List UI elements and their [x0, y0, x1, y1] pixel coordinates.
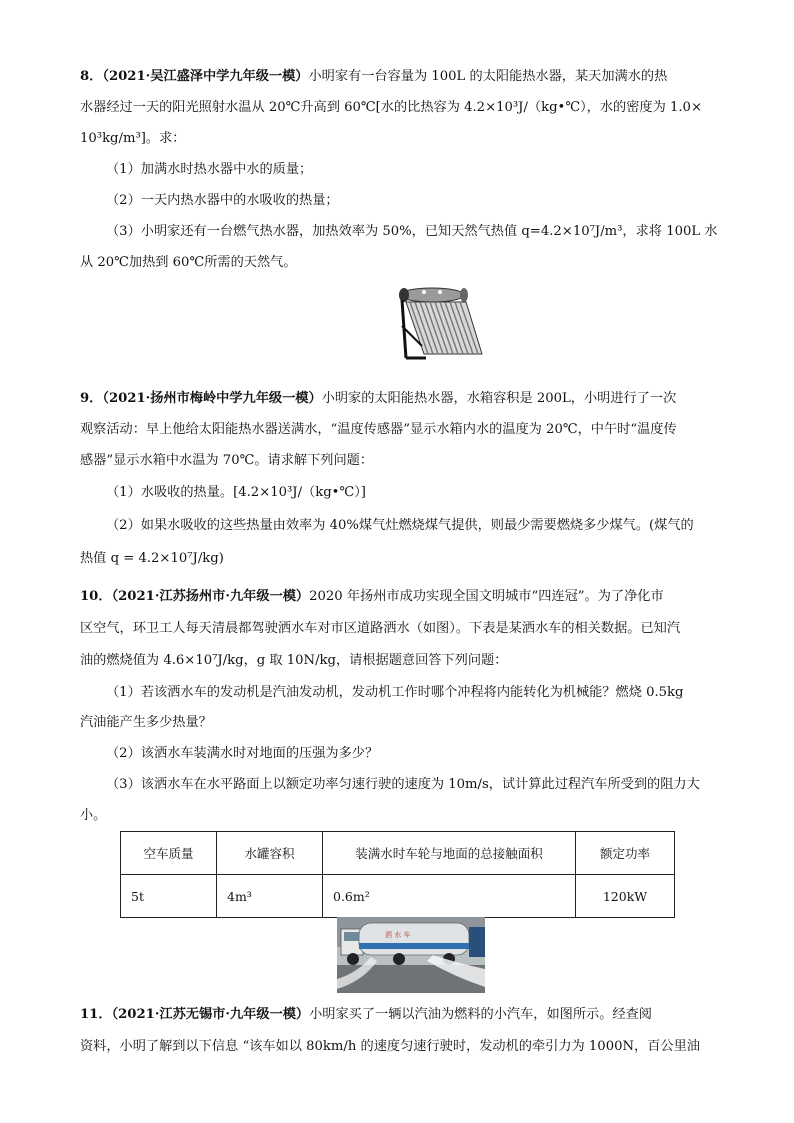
table-cell: 0.6m² — [323, 875, 576, 918]
q9-sub-1: （1）水吸收的热量。[4.2×10³J/（kg•℃）] — [106, 485, 366, 500]
table-cell: 120kW — [576, 875, 675, 918]
q10-line-2: 区空气，环卫工人每天清晨都驾驶洒水车对市区道路洒水（如图）。下表是某洒水车的相关数据。已知汽 — [80, 621, 681, 636]
q11-heading: 11．（2021·江苏无锡市·九年级一模） — [80, 1007, 310, 1022]
table-header-cell: 空车质量 — [121, 832, 217, 875]
table-header-cell: 额定功率 — [576, 832, 675, 875]
table-header-cell: 水罐容积 — [217, 832, 323, 875]
q9-line-2: 观察活动：早上他给太阳能热水器送满水，“温度传感器”显示水箱内水的温度为 20℃，中午时“温度传 — [80, 422, 677, 437]
q9-text: 小明家的太阳能热水器，水箱容积是 200L，小明进行了一次 — [321, 391, 677, 406]
q9-line-1 — [80, 383, 720, 414]
q10-heading: 10．（2021·江苏扬州市·九年级一模） — [80, 589, 310, 604]
q8-sub-3-cont: 从 20℃加热到 60℃所需的天然气。 — [80, 255, 297, 270]
q11-line-2: 资料，小明了解到以下信息 “该车如以 80km/h 的速度匀速行驶时，发动机的牵引力为 1000N，百公里油 — [80, 1039, 700, 1054]
truck-data-table — [120, 831, 675, 918]
truck-label: 洒 水 车 — [385, 931, 411, 939]
q10-sub-1-cont: 汽油能产生多少热量？ — [80, 715, 212, 730]
table-cell: 4m³ — [217, 875, 323, 918]
solar-water-heater-image — [396, 286, 484, 362]
q10-sub-2: （2）该洒水车装满水时对地面的压强为多少？ — [106, 746, 379, 761]
q8-text: 小明家有一台容量为 100L 的太阳能热水器，某天加满水的热 — [308, 69, 668, 84]
q8-line-2: 水器经过一天的阳光照射水温从 20℃升高到 60℃[水的比热容为 4.2×10³J/（kg•℃），水的密度为 1.0× — [80, 100, 702, 115]
q10-line-3: 油的燃烧值为 4.6×10⁷J/kg，g 取 10N/kg，请根据题意回答下列问题： — [80, 653, 508, 668]
q8-sub-1: （1）加满水时热水器中水的质量； — [106, 162, 313, 177]
q10-sub-3: （3）该洒水车在水平路面上以额定功率匀速行驶的速度为 10m/s，试计算此过程汽车所受到的阻力大 — [106, 777, 700, 792]
sprinkler-truck-photo — [337, 917, 485, 993]
q9-sub-2: （2）如果水吸收的这些热量由效率为 40%煤气灶燃烧煤气提供，则最少需要燃烧多少煤气。(煤气的 — [106, 518, 694, 533]
q8-sub-3: （3）小明家还有一台燃气热水器，加热效率为 50%，已知天然气热值 q=4.2×10⁷J/m³，求将 100L 水 — [106, 224, 718, 239]
table-header-row — [121, 832, 675, 875]
q8-sub-2: （2）一天内热水器中的水吸收的热量； — [106, 193, 339, 208]
table-cell: 5t — [121, 875, 217, 918]
q10-text: 2020 年扬州市成功实现全国文明城市“四连冠”。为了净化市 — [309, 589, 664, 604]
q8-heading: 8．（2021·吴江盛泽中学九年级一模） — [80, 69, 309, 84]
table-header-cell: 装满水时车轮与地面的总接触面积 — [323, 832, 576, 875]
q10-sub-1: （1）若该洒水车的发动机是汽油发动机，发动机工作时哪个冲程将内能转化为机械能？燃烧 0.5kg — [106, 685, 684, 700]
q8-line-3: 10³kg/m³]。求： — [80, 131, 186, 146]
q10-line-1 — [80, 581, 720, 612]
q9-line-3: 感器”显示水箱中水温为 70℃。请求解下列问题： — [80, 453, 374, 468]
q8-line-1 — [80, 61, 720, 92]
q11-text: 小明家买了一辆以汽油为燃料的小汽车，如图所示。经查阅 — [309, 1007, 652, 1022]
q9-heading: 9．（2021·扬州市梅岭中学九年级一模） — [80, 391, 322, 406]
q11-line-1 — [80, 999, 720, 1030]
q10-sub-3-cont: 小。 — [80, 808, 107, 823]
q9-sub-2-cont: 热值 q = 4.2×10⁷J/kg) — [80, 551, 224, 566]
table-row — [121, 875, 675, 918]
